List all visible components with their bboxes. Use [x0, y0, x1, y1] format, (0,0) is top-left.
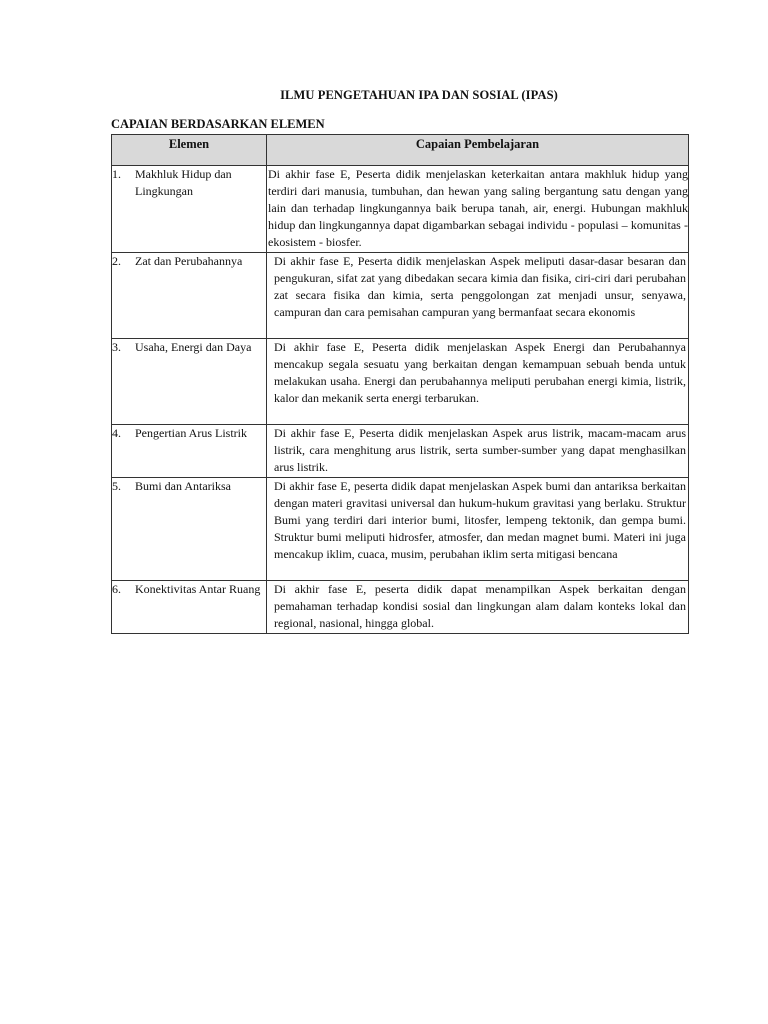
element-cell: [112, 166, 267, 253]
table-row: [112, 425, 689, 478]
section-title: CAPAIAN BERDASARKAN ELEMEN: [111, 117, 325, 131]
row-number: 5.: [112, 479, 121, 493]
element-name: Makhluk Hidup dan Lingkungan: [135, 167, 232, 198]
table-row: [112, 478, 689, 581]
row-number: 2.: [112, 254, 121, 268]
table-row: [112, 253, 689, 339]
element-cell: [112, 339, 267, 425]
capaian-table: [111, 134, 689, 634]
description-cell: [267, 339, 689, 425]
row-number: 1.: [112, 167, 121, 181]
element-name: Zat dan Perubahannya: [135, 254, 243, 268]
table-row: [112, 166, 689, 253]
row-number: 3.: [112, 340, 121, 354]
description-cell: [267, 478, 689, 581]
element-cell: [112, 581, 267, 634]
element-description: Di akhir fase E, peserta didik dapat menjelaskan Aspek bumi dan antariksa berkaitan dengan materi gravitasi universal dan hukum-hukum gravitasi yang berlaku. Struktur Bumi yang terdiri dari interior bumi, litosfer, lempeng tektonik, dan gempa bumi. Struktur bumi meliputi hidrosfer, atmosfer, dan medan magnet bumi. Materi ini juga mencakup iklim, cuaca, musim, perubahan iklim serta mitigasi bencana: [274, 479, 686, 561]
element-description: Di akhir fase E, Peserta didik menjelaskan keterkaitan antara makhluk hidup yang terdiri dari manusia, tumbuhan, dan hewan yang saling bergantung satu dengan yang lain dan terhadap lingkungannya baik berupa tanah, air, energi. Hubungan makhluk hidup dan lingkungannya dapat digambarkan sebagai individu - populasi – komunitas - ekosistem - biosfer.: [268, 167, 688, 249]
element-cell: [112, 253, 267, 339]
element-description: Di akhir fase E, Peserta didik menjelaskan Aspek arus listrik, macam-macam arus listrik, cara menghitung arus listrik, serta sumber-sumber yang dapat menghasilkan arus listrik.: [274, 426, 686, 474]
description-cell: [267, 425, 689, 478]
element-description: Di akhir fase E, Peserta didik menjelaskan Aspek meliputi dasar-dasar besaran dan pengukuran, sifat zat yang dibedakan secara kimia dan fisika, ciri-ciri dari perubahan zat secara fisika dan kimia, serta penggolongan zat menjadi unsur, senyawa, campuran dan cara pemisahan campuran yang bermanfaat secara ekonomis: [274, 254, 686, 319]
row-number: 4.: [112, 426, 121, 440]
element-name: Konektivitas Antar Ruang: [135, 582, 261, 596]
element-cell: [112, 478, 267, 581]
element-cell: [112, 425, 267, 478]
description-cell: [267, 581, 689, 634]
table-row: [112, 339, 689, 425]
description-cell: [267, 253, 689, 339]
element-name: Pengertian Arus Listrik: [135, 426, 247, 440]
header-capaian-pembelajaran: Capaian Pembelajaran: [267, 135, 689, 166]
element-description: Di akhir fase E, peserta didik dapat menampilkan Aspek berkaitan dengan pemahaman terhadap kondisi sosial dan lingkungan alam dalam konteks lokal dan regional, nasional, hingga global.: [274, 582, 686, 630]
row-number: 6.: [112, 582, 121, 596]
document-title: ILMU PENGETAHUAN IPA DAN SOSIAL (IPAS): [280, 88, 558, 102]
header-elemen: Elemen: [112, 135, 267, 166]
description-cell: [267, 166, 689, 253]
element-name: Usaha, Energi dan Daya: [135, 340, 252, 354]
element-description: Di akhir fase E, Peserta didik menjelaskan Aspek Energi dan Perubahannya mencakup segala sesuatu yang berkaitan dengan kemampuan sebuah benda untuk melakukan usaha. Energi dan perubahannya meliputi perubahan energi kimia, listrik, kalor dan mekanik serta energi terbarukan.: [274, 340, 686, 405]
element-name: Bumi dan Antariksa: [135, 479, 231, 493]
table-row: [112, 581, 689, 634]
table-header-row: [112, 135, 689, 166]
